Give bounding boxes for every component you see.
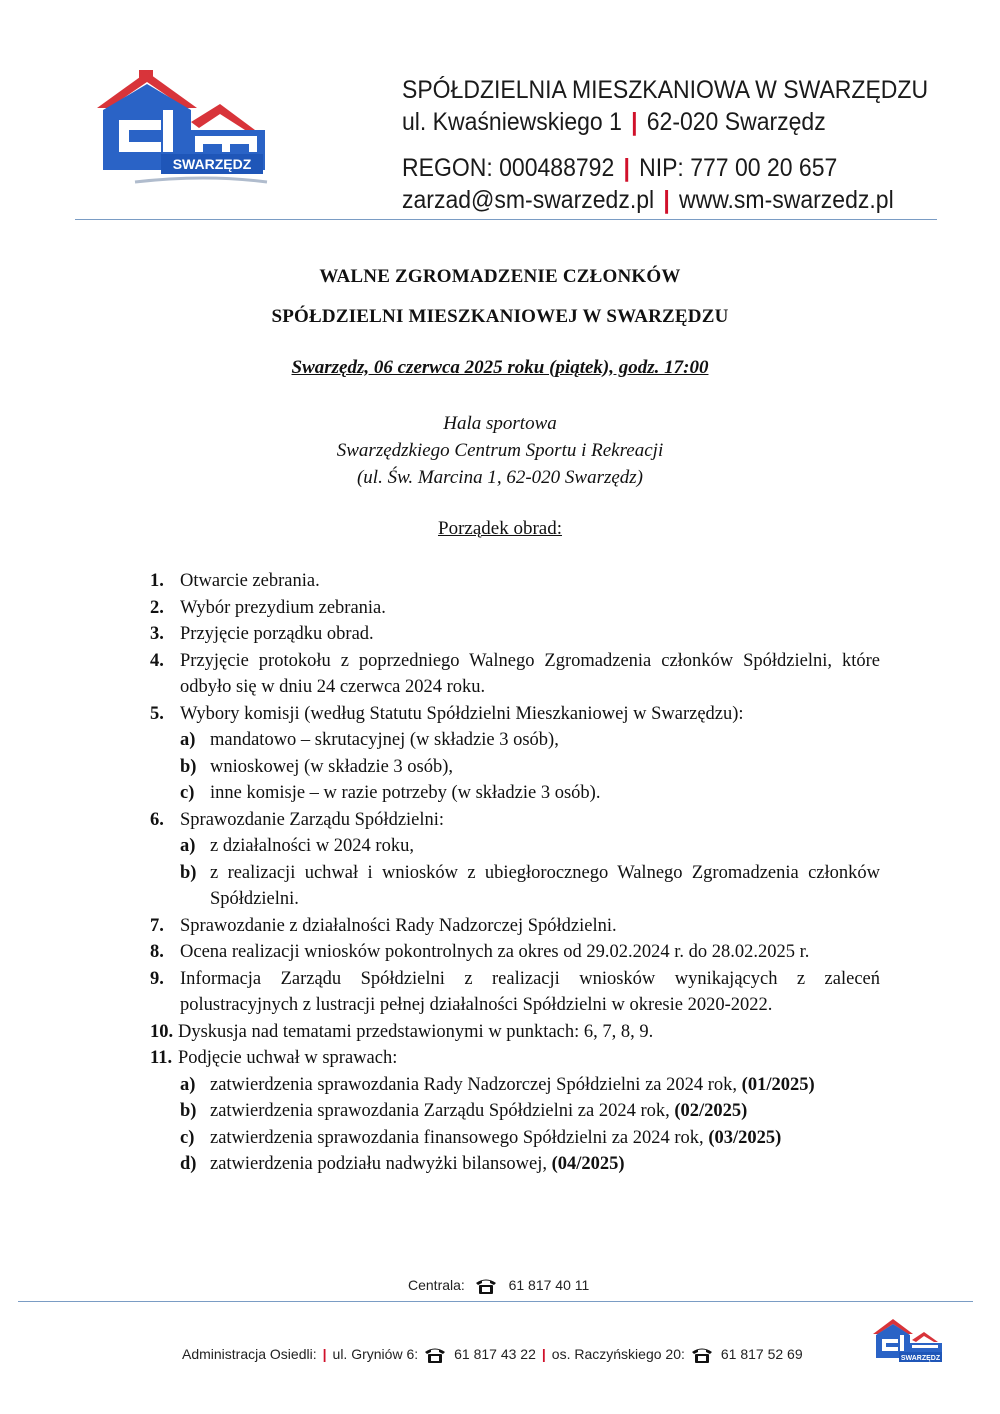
subitem-text: inne komisje – w razie potrzeby (w składzie 3 osób). [210,783,601,803]
agenda-subitem [150,1072,880,1099]
phone-icon [691,1346,713,1364]
resolution-subject: zatwierdzenia sprawozdania Zarządu Spółdzielni za 2024 rok, [210,1101,675,1121]
agenda-subitem [150,727,880,754]
cooperative-logo [95,70,270,190]
subitem-letter: b) [180,756,197,777]
resolution-number: (01/2025) [741,1074,815,1095]
title-line-2: SPÓŁDZIELNI MIESZKANIOWEJ W SWARZĘDZU [271,306,729,327]
agenda-subitem [150,1125,880,1152]
footer-logo [872,1318,944,1364]
agenda-item [150,568,880,595]
agenda-item-number: 1. [150,571,164,591]
agenda-item-number: 9. [150,968,164,989]
agenda-item-number: 3. [150,624,164,644]
org-email[interactable]: zarzad@sm-swarzedz.pl [402,186,655,214]
subitem-text [210,1098,880,1125]
agenda-item-number: 8. [150,942,164,962]
subitem-letter: b) [180,862,197,883]
office1-phone[interactable]: 61 817 43 22 [454,1346,536,1362]
resolution-number: (02/2025) [674,1101,748,1121]
agenda-item [150,913,880,940]
org-name: SPÓŁDZIELNIA MIESZKANIOWA W SWARZĘDZU [402,76,929,104]
agenda-item-text: Przyjęcie porządku obrad. [180,624,374,644]
agenda-subitem [150,1151,880,1178]
subitem-letter: c) [180,783,195,803]
agenda-item [150,939,880,966]
centrala-label: Centrala: [408,1277,465,1293]
agenda-subitem [150,1098,880,1125]
venue-line-1: Hala sportowa [443,413,557,434]
agenda-item-text: Informacja Zarządu Spółdzielni z realizacji wniosków wynikających z zaleceń polustracyjnych z lustracji pełnej działalności Spółdzielni w okresie 2020-2022. [180,968,880,1015]
title-line-1: WALNE ZGROMADZENIE CZŁONKÓW [319,266,681,287]
agenda-item [150,648,880,701]
agenda-item [150,621,880,648]
org-regon: REGON: 000488792 [402,154,615,182]
agenda-item-number: 6. [150,809,164,830]
agenda-item-text: Przyjęcie protokołu z poprzedniego Walnego Zgromadzenia członków Spółdzielni, które odbyło się w dniu 24 czerwca 2024 roku. [180,650,880,697]
meeting-date-line: Swarzędz, 06 czerwca 2025 roku (piątek), godz. 17:00 [291,357,709,378]
resolution-subject: zatwierdzenia sprawozdania finansowego Spółdzielni za 2024 rok, [210,1127,709,1148]
venue-line-2: Swarzędzkiego Centrum Sportu i Rekreacji [336,440,664,461]
subitem-letter: d) [180,1154,197,1174]
agenda-item-text: Ocena realizacji wniosków pokontrolnych za okres od 29.02.2024 r. do 28.02.2025 r. [180,942,810,962]
subitem-text: z realizacji uchwał i wniosków z ubiegłorocznego Walnego Zgromadzenia członków Spółdzielni. [210,862,880,909]
subitem-letter: c) [180,1127,195,1148]
agenda-title: Porządek obrad: [438,518,562,539]
separator: | [631,108,638,136]
office2-phone[interactable]: 61 817 52 69 [720,1346,803,1362]
separator: | [663,186,670,214]
agenda-item-text: Sprawozdanie Zarządu Spółdzielni: [180,809,445,830]
agenda-item-number: 4. [150,650,164,671]
subitem-letter: a) [180,730,196,750]
agenda-item-number: 7. [150,915,164,936]
agenda-item-text: Dyskusja nad tematami przedstawionymi w punktach: 6, 7, 8, 9. [178,1021,654,1042]
agenda-item-number: 10. [150,1021,174,1042]
agenda-item [150,701,880,728]
separator: | [541,1346,546,1362]
footer-divider [18,1301,973,1302]
phone-icon [424,1346,446,1364]
header-divider [75,219,937,220]
admin-label: Administracja Osiedli: [182,1346,317,1362]
resolution-subject: zatwierdzenia sprawozdania Rady Nadzorczej Spółdzielni za 2024 rok, [210,1074,742,1095]
agenda-item-text: Sprawozdanie z działalności Rady Nadzorczej Spółdzielni. [180,915,617,936]
agenda-item-number: 5. [150,703,164,724]
resolution-number: (04/2025) [551,1154,625,1174]
office1-label: ul. Gryniów 6: [332,1346,419,1362]
org-nip: NIP: 777 00 20 657 [639,154,838,182]
org-street: ul. Kwaśniewskiego 1 [402,108,622,136]
agenda-item-text: Wybory komisji (według Statutu Spółdzielni Mieszkaniowej w Swarzędzu): [180,703,744,724]
agenda-item [150,966,880,1019]
org-registry [402,152,928,184]
agenda-subitem [150,860,880,913]
subitem-text [210,1151,880,1178]
agenda-item [150,807,880,834]
agenda-item [150,1045,880,1072]
separator: | [623,154,630,182]
centrala-line [408,1277,589,1295]
administration-line [182,1346,803,1364]
footer-logo-text: SWARZĘDZ [900,1355,941,1362]
subitem-text: mandatowo – skrutacyjnej (w składzie 3 osób), [210,730,559,750]
agenda-subitem [150,833,880,860]
org-postal: 62-020 Swarzędz [646,108,826,136]
phone-icon [475,1277,497,1295]
agenda-subitem [150,754,880,781]
agenda-list [150,568,880,1178]
subitem-letter: b) [180,1101,197,1121]
agenda-item-text: Otwarcie zebrania. [180,571,320,591]
subitem-text: wnioskowej (w składzie 3 osób), [210,756,454,777]
org-website[interactable]: www.sm-swarzedz.pl [678,186,894,214]
org-contact [402,184,928,216]
office2-label: os. Raczyńskiego 20: [551,1346,685,1362]
subitem-letter: a) [180,1074,196,1095]
agenda-item-number: 2. [150,597,164,618]
resolution-number: (03/2025) [708,1127,782,1148]
agenda-item-text: Podjęcie uchwał w sprawach: [178,1048,398,1068]
agenda-item-text: Wybór prezydium zebrania. [180,597,386,618]
separator: | [322,1346,327,1362]
logo-text: SWARZĘDZ [172,156,252,172]
agenda-subitem [150,780,880,807]
venue-line-3: (ul. Św. Marcina 1, 62-020 Swarzędz) [356,467,644,488]
subitem-text: z działalności w 2024 roku, [210,836,414,856]
venue-block [0,410,1000,491]
agenda-item [150,1019,880,1046]
resolution-subject: zatwierdzenia podziału nadwyżki bilansowej, [210,1154,552,1174]
centrala-phone[interactable]: 61 817 40 11 [508,1277,590,1293]
agenda-item-number: 11. [150,1048,173,1068]
agenda-item [150,595,880,622]
subitem-text [210,1072,880,1099]
organization-header [402,74,928,216]
subitem-letter: a) [180,836,196,856]
subitem-text [210,1125,880,1152]
org-address [402,106,928,138]
